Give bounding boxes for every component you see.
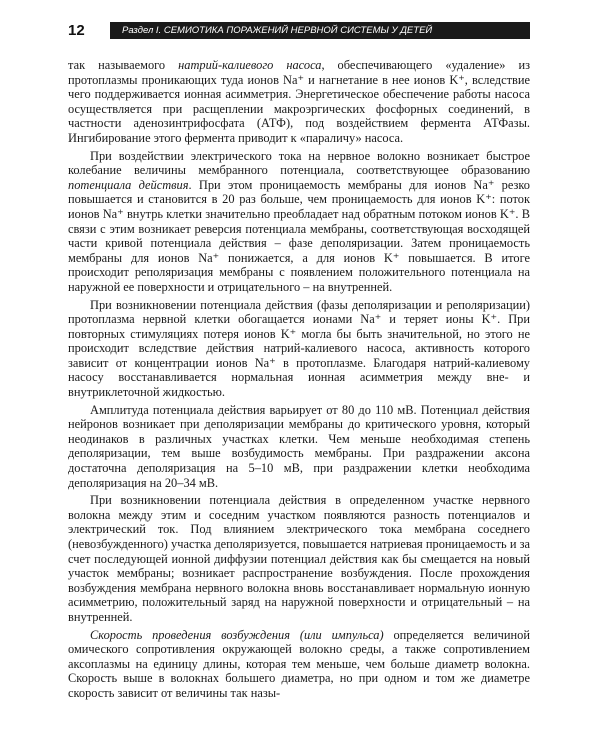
page-number: 12 [68,22,85,39]
paragraph [68,628,530,701]
text-run: При возникновении потенциала действия (фазы деполяризации и реполяризации) протоплазма нервной клетки обогащается ионами Na⁺ и теряет ионы K⁺. При повторных стимуляциях потеря ионов K⁺ могла бы быть значительной, но этого не происходит вследствие действия натрий-калиевого насоса, активность которого зависит от концентрации ионов Na⁺ в протоплазме. Благодаря натрий-калиевому насосу восстанавливается нормальная ионная асимметрия между вне- и внутриклеточной жидкостью. [68,297,530,400]
text-run: так называемого [68,58,179,72]
emphasis-term: потенциала действия [68,177,189,192]
paragraph [68,298,530,400]
text-run: . При этом проницаемость мембраны для ионов Na⁺ резко повышается и становится в 20 раз больше, чем проницаемость для ионов K⁺: поток ионов Na⁺ внутрь клетки значительно преобладает над обратным потоком ионов K⁺. В связи с этим возникает реверсия потенциала мембраны, соответствующая восходящей части кривой потенциала действия – фазе деполяризации. Затем проницаемость мембраны для ионов Na⁺ понижается, а для ионов K⁺ повышается. В итоге происходит реполяризация мембраны с появлением положительного потенциала на наружной ее поверхности и отрицательного – на внутренней. [68,177,530,294]
text-run: Амплитуда потенциала действия варьирует от 80 до 110 мВ. Потенциал действия нейронов возникает при деполяризации мембраны до критического уровня, который неодинаков в различных участках клетки. Чем меньше необходимая степень деполяризации, тем выше возбудимость мембраны. При раздражении аксона достаточна деполяризация на 5–10 мВ, при раздражении клетки необходима деполяризация на 20–34 мВ. [68,402,530,490]
text-run: , обеспечивающего «удаление» из протоплазмы проникающих туда ионов Na⁺ и нагнетание в нее ионов K⁺, вследствие чего поддерживается ионная асимметрия. Энергетическое обеспечение работы насоса осуществляется при расщеплении макроэргических фосфорных соединений, в частности аденозинтрифосфата (АТФ), под воздействием фермента АТФазы. Ингибирование этого фермента приводит к «параличу» насоса. [68,58,530,145]
paragraph [68,403,530,491]
paragraph [68,149,530,295]
text-run: определяется величиной омического сопротивления окружающей волокно среды, а также сопротивлением аксоплазмы на единицу длины, которая тем меньше, чем больше диаметр волокна. Скорость выше в волокнах большего диаметра, но при одном и том же диаметре скорость зависит от величины так назы- [68,627,531,700]
running-head [68,22,530,44]
running-title: Раздел I. СЕМИОТИКА ПОРАЖЕНИЙ НЕРВНОЙ СИСТЕМЫ У ДЕТЕЙ [110,22,530,39]
paragraph [68,58,530,146]
paragraph [68,493,530,624]
text-run: При воздействии электрического тока на нервное волокно возникает быстрое колебание величины мембранного потенциала, соответствующее образованию [68,148,530,178]
emphasis-term: Скорость проведения возбуждения (или импульса) [90,627,384,642]
emphasis-term: натрий-калиевого насоса [178,58,322,72]
text-run: При возникновении потенциала действия в определенном участке нервного волокна между этим и соседним участком появляются разность потенциалов и электрический ток. Под влиянием электрического тока мембрана соседнего (невозбужденного) участка деполяризуется, повышается натриевая проницаемость и за счет последующей ионной диффузии потенциал действия как бы смещается на новый участок мембраны; возникает распространение возбуждения. После прохождения возбуждения мембрана нервного волокна вновь восстанавливает нормальную ионную асимметрию, положительный заряд на наружной поверхности и отрицательный – на внутренней. [68,493,530,624]
body-text [68,58,530,701]
